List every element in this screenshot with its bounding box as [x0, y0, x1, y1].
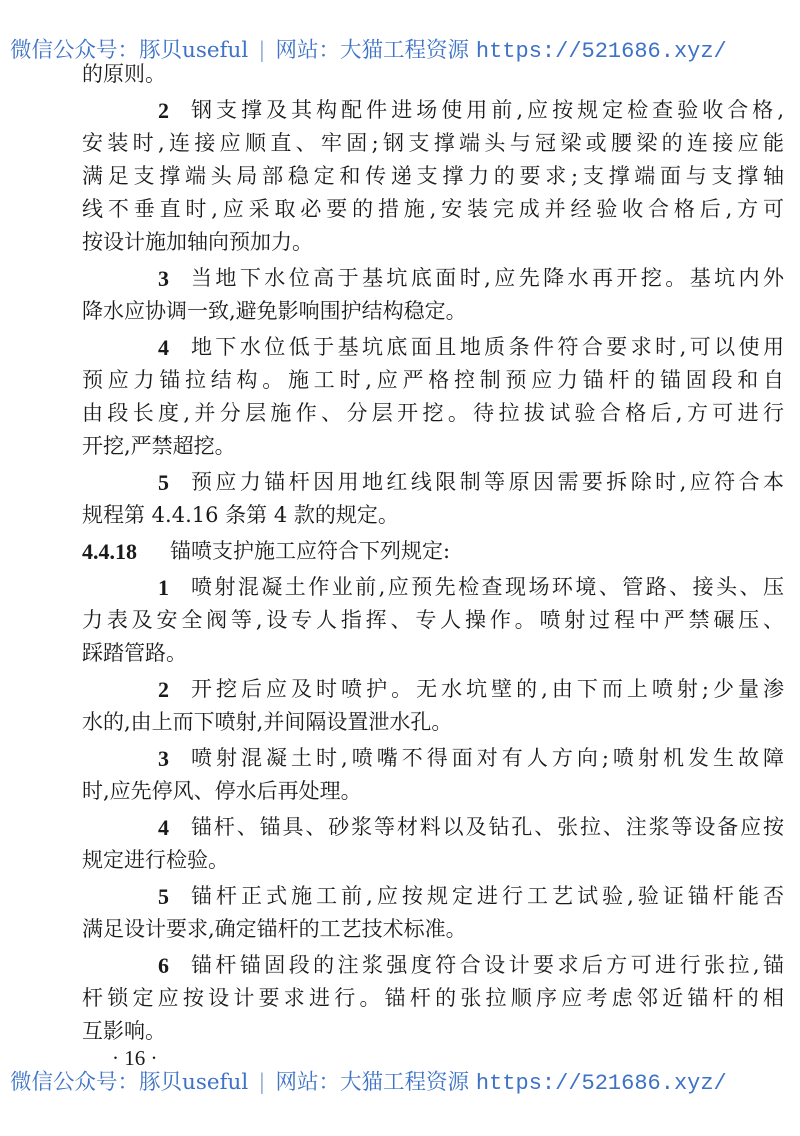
text-line — [82, 571, 784, 604]
text-line: 踩踏管路。 — [82, 641, 187, 665]
item-number: 2 — [158, 677, 169, 702]
line-text: 当地下水位高于基坑底面时,应先降水再开挖。基坑内外 — [191, 266, 784, 290]
text-line: 规程第 4.4.16 条第 4 款的规定。 — [82, 503, 399, 527]
clause-paragraph — [82, 535, 784, 568]
text-line: 开挖,严禁超挖。 — [82, 434, 236, 458]
item-number: 6 — [158, 953, 169, 978]
line-text: 锚杆正式施工前,应按规定进行工艺试验,验证锚杆能否 — [191, 884, 784, 908]
text-line — [82, 742, 784, 775]
document-body — [82, 58, 784, 1051]
item-number: 1 — [158, 575, 169, 600]
text-line — [82, 949, 784, 982]
text-line — [82, 331, 784, 364]
item-number: 3 — [158, 266, 169, 291]
watermark-wechat: 微信公众号：豚贝useful — [10, 38, 249, 63]
text-line: 水的,由上而下喷射,并间隔设置泄水孔。 — [82, 710, 453, 734]
numbered-item — [82, 811, 784, 877]
watermark-footer — [10, 1065, 800, 1096]
text-line — [82, 466, 784, 499]
text-line — [82, 673, 784, 706]
text-line: 规定进行检验。 — [82, 848, 229, 872]
line-text: 喷射混凝土作业前,应预先检查现场环境、管路、接头、压 — [191, 575, 784, 599]
watermark-site: 网站：大猫工程资源 — [275, 38, 470, 63]
text-line — [82, 94, 784, 127]
watermark-site: 网站：大猫工程资源 — [275, 1070, 470, 1095]
item-number: 5 — [158, 470, 169, 495]
text-line: 满足设计要求,确定锚杆的工艺技术标准。 — [82, 917, 467, 941]
item-number: 2 — [158, 98, 169, 123]
text-line: 互影响。 — [82, 1019, 166, 1043]
text-line: 满足支撑端头局部稳定和传递支撑力的要求;支撑端面与支撑轴 — [82, 164, 784, 188]
line-text: 锚喷支护施工应符合下列规定: — [170, 539, 451, 563]
numbered-item — [82, 742, 784, 808]
watermark-separator: | — [258, 38, 266, 63]
numbered-item — [82, 331, 784, 463]
clause-number: 4.4.18 — [82, 539, 137, 564]
numbered-item — [82, 571, 784, 670]
text-line: 按设计施加轴向预加力。 — [82, 230, 313, 254]
numbered-item — [82, 949, 784, 1048]
text-line — [82, 880, 784, 913]
watermark-wechat: 微信公众号：豚贝useful — [10, 1070, 249, 1095]
text-line: 杆锁定应按设计要求进行。锚杆的张拉顺序应考虑邻近锚杆的相 — [82, 986, 784, 1010]
text-line: 力表及安全阀等,设专人指挥、专人操作。喷射过程中严禁碾压、 — [82, 608, 784, 632]
item-number: 4 — [158, 335, 169, 360]
numbered-item — [82, 673, 784, 739]
watermark-separator: | — [258, 1070, 266, 1095]
numbered-item — [82, 94, 784, 259]
item-number: 3 — [158, 746, 169, 771]
text-line — [82, 262, 784, 295]
text-line: 由段长度,并分层施作、分层开挖。待拉拔试验合格后,方可进行 — [82, 401, 784, 425]
numbered-item — [82, 880, 784, 946]
numbered-item — [82, 466, 784, 532]
text-line: 预应力锚拉结构。施工时,应严格控制预应力锚杆的锚固段和自 — [82, 368, 784, 392]
continuation-paragraph — [82, 58, 784, 91]
page-number: · 16 · — [112, 1046, 158, 1070]
text-line: 降水应协调一致,避免影响围护结构稳定。 — [82, 299, 467, 323]
watermark-url[interactable]: https://521686.xyz/ — [475, 1071, 727, 1096]
text-line: 安装时,连接应顺直、牢固;钢支撑端头与冠梁或腰梁的连接应能 — [82, 131, 784, 155]
text-line — [82, 811, 784, 844]
line-text: 地下水位低于基坑底面且地质条件符合要求时,可以使用 — [191, 335, 784, 359]
line-text: 喷射混凝土时,喷嘴不得面对有人方向;喷射机发生故障 — [191, 746, 784, 770]
item-number: 4 — [158, 815, 169, 840]
line-text: 预应力锚杆因用地红线限制等原因需要拆除时,应符合本 — [191, 470, 784, 494]
text-line — [82, 535, 784, 568]
numbered-item — [82, 262, 784, 328]
item-number: 5 — [158, 884, 169, 909]
text-line: 的原则。 — [82, 62, 166, 86]
line-text: 锚杆锚固段的注浆强度符合设计要求后方可进行张拉,锚 — [191, 953, 784, 977]
text-line: 时,应先停风、停水后再处理。 — [82, 779, 362, 803]
line-text: 开挖后应及时喷护。无水坑壁的,由下而上喷射;少量渗 — [191, 677, 784, 701]
line-text: 锚杆、锚具、砂浆等材料以及钻孔、张拉、注浆等设备应按 — [191, 815, 784, 839]
line-text: 钢支撑及其构配件进场使用前,应按规定检查验收合格, — [191, 98, 784, 122]
watermark-url[interactable]: https://521686.xyz/ — [475, 39, 727, 64]
text-line: 线不垂直时,应采取必要的措施,安装完成并经验收合格后,方可 — [82, 197, 784, 221]
